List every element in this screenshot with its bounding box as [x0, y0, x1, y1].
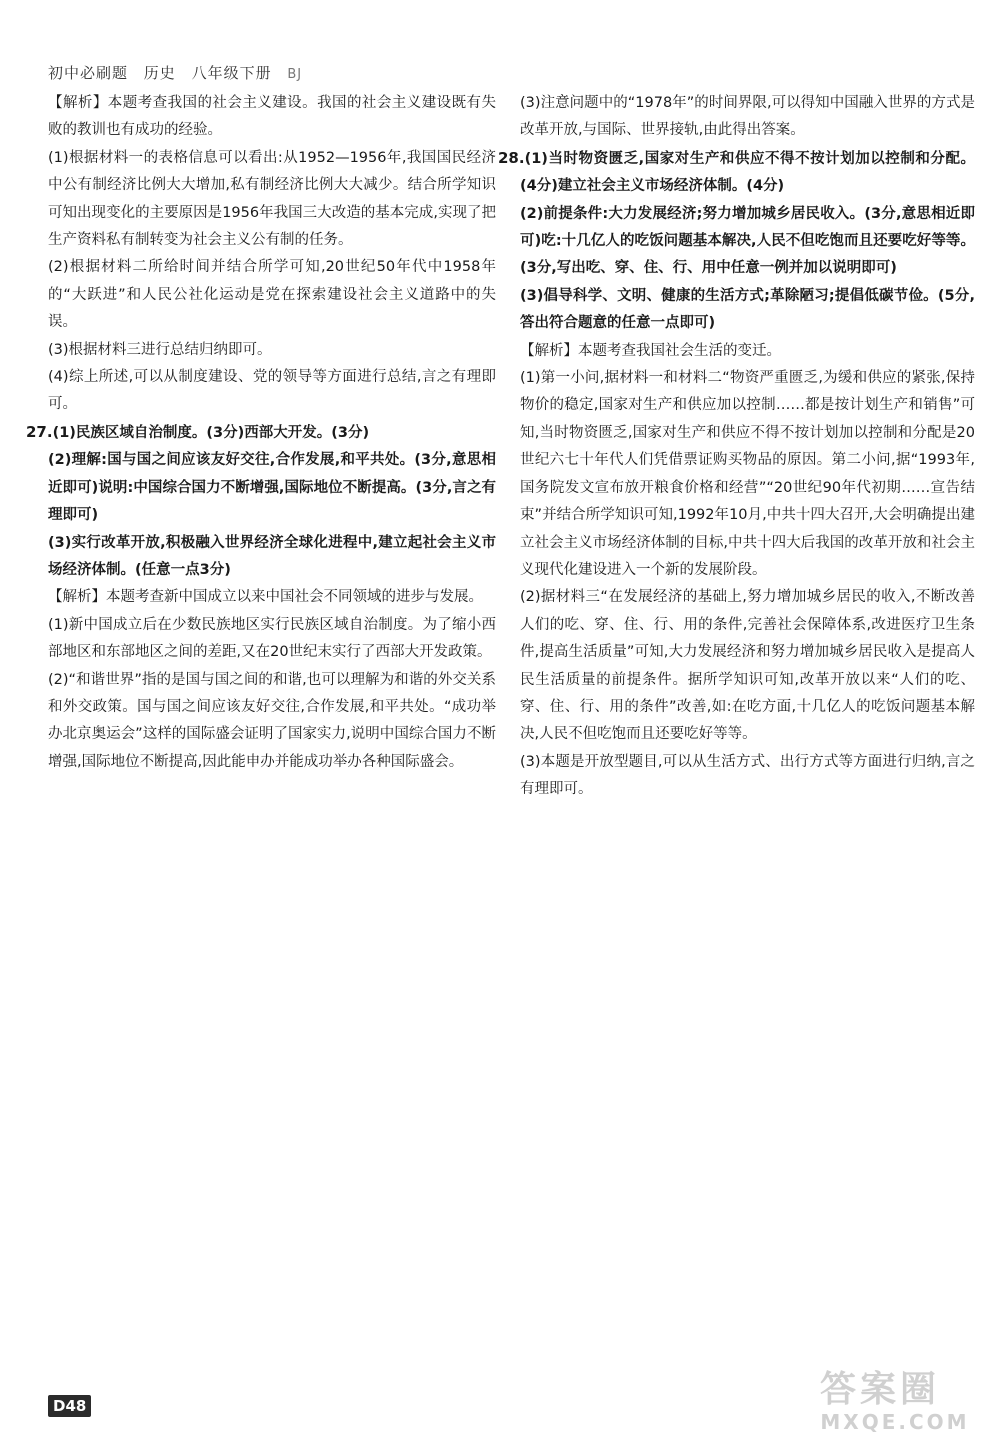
watermark-text: 答案圈: [820, 1369, 941, 1410]
answer-paragraph: (3)实行改革开放,积极融入世界经济全球化进程中,建立起社会主义市场经济体制。(任意一点3分): [48, 534, 496, 578]
question-27-answer: [26, 419, 496, 447]
question-number: 28.: [498, 148, 525, 167]
answer-paragraph: (3)本题是开放型题目,可以从生活方式、出行方式等方面进行归纳,言之有理即可。: [520, 753, 975, 798]
answer-paragraph: (3)注意问题中的“1978年”的时间界限,可以得知中国融入世界的方式是改革开放,与国际、世界接轨,由此得出答案。: [520, 95, 975, 139]
book-title: 初中必刷题: [48, 64, 129, 82]
page-number: D48: [48, 1395, 91, 1417]
answer-paragraph: (2)前提条件:大力发展经济;努力增加城乡居民收入。(3分,意思相近即可)吃:十几亿人的吃饭问题基本解决,人民不但吃饱而且还要吃好等等。(3分,写出吃、穿、住、行、用中任意一例并加以说明即可): [520, 205, 975, 277]
answer-paragraph: (3)根据材料三进行总结归纳即可。: [48, 341, 272, 358]
answer-paragraph: (3)倡导科学、文明、健康的生活方式;革除陋习;提倡低碳节俭。(5分,答出符合题意的任意一点即可): [520, 287, 975, 332]
answer-text: (1)当时物资匮乏,国家对生产和供应不得不按计划加以控制和分配。(4分)建立社会主义市场经济体制。(4分): [520, 150, 975, 195]
grade-label: 八年级下册: [191, 64, 272, 82]
question-28-answer: [498, 145, 975, 201]
question-number: 27.: [26, 422, 53, 441]
analysis-paragraph: 【解析】本题考查新中国成立以来中国社会不同领域的进步与发展。: [48, 589, 483, 606]
answer-paragraph: (1)新中国成立后在少数民族地区实行民族区域自治制度。为了缩小西部地区和东部地区之间的差距,又在20世纪末实行了西部大开发政策。: [48, 616, 496, 661]
edition-label: BJ: [287, 67, 303, 82]
subject-label: 历史: [143, 64, 176, 82]
answer-paragraph: (2)理解:国与国之间应该友好交往,合作发展,和平共处。(3分,意思相近即可)说明:中国综合国力不断增强,国际地位不断提高。(3分,言之有理即可): [48, 452, 496, 524]
right-column: [498, 90, 975, 804]
analysis-paragraph: 【解析】本题考查我国的社会主义建设。我国的社会主义建设既有失败的教训也有成功的经验。: [48, 95, 496, 139]
answer-paragraph: (2)根据材料二所给时间并结合所学可知,20世纪50年代中1958年的“大跃进”和人民公社化运动是党在探索建设社会主义道路中的失误。: [48, 259, 496, 331]
running-header: [48, 62, 312, 83]
watermark-url: MXQE.COM: [820, 1410, 970, 1434]
watermark-logo: [820, 1370, 970, 1442]
answer-paragraph: (2)据材料三“在发展经济的基础上,努力增加城乡居民的收入,不断改善人们的吃、穿、住、行、用的条件,完善社会保障体系,改进医疗卫生条件,提高生活质量”可知,大力发展经济和努力增加城乡居民收入是提高人民生活质量的前提条件。据所学知识可知,改革开放以来“人们的吃、穿、住、行、用的条件”改善,如:在吃方面,十几亿人的吃饭问题基本解决,人民不但吃饱而且还要吃好等等。: [520, 589, 975, 743]
analysis-paragraph: 【解析】本题考查我国社会生活的变迁。: [520, 342, 781, 359]
answer-paragraph: (1)第一小问,据材料一和材料二“物资严重匮乏,为缓和供应的紧张,保持物价的稳定,国家对生产和供应加以控制……都是按计划生产和销售”可知,当时物资匮乏,国家对生产和供应不得不按计划加以控制和分配是20世纪六七十年代人们凭借票证购买物品的原因。第二小问,据“1993年,国务院发文宣布放开粮食价格和经营”“20世纪90年代初期……宣告结束”并结合所学知识可知,1992年10月,中共十四大召开,大会明确提出建立社会主义市场经济体制的目标,中共十四大后我国的改革开放和社会主义现代化建设进入一个新的发展阶段。: [520, 370, 975, 578]
answer-paragraph: (4)综上所述,可以从制度建设、党的领导等方面进行总结,言之有理即可。: [48, 369, 496, 413]
answer-text: (1)民族区域自治制度。(3分)西部大开发。(3分): [52, 424, 370, 441]
answer-paragraph: (2)“和谐世界”指的是国与国之间的和谐,也可以理解为和谐的外交关系和外交政策。国与国之间应该友好交往,合作发展,和平共处。“成功举办北京奥运会”这样的国际盛会证明了国家实力,说明中国综合国力不断增强,国际地位不断提高,因此能申办并能成功举办各种国际盛会。: [48, 671, 496, 770]
answer-paragraph: (1)根据材料一的表格信息可以看出:从1952—1956年,我国国民经济中公有制经济比例大大增加,私有制经济比例大大减少。结合所学知识可知出现变化的主要原因是1956年我国三大改造的基本完成,实现了把生产资料私有制转变为社会主义公有制的任务。: [48, 149, 496, 249]
left-column: [26, 90, 496, 776]
